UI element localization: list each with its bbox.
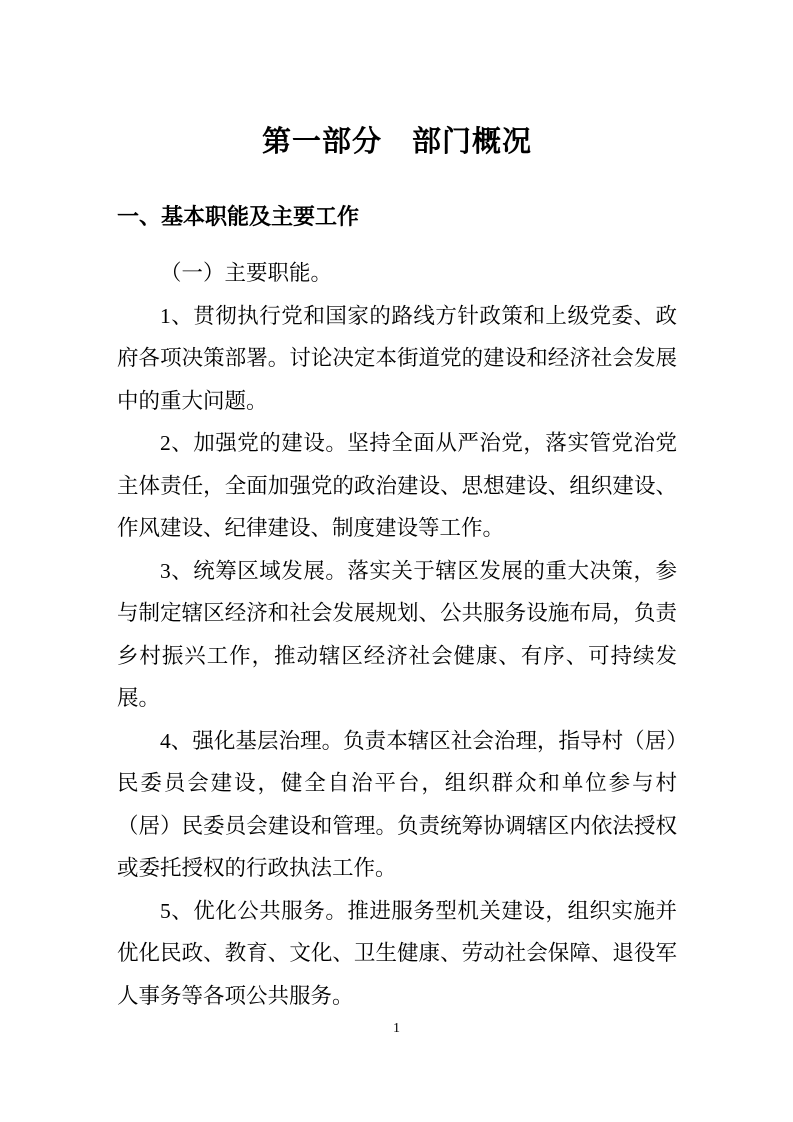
paragraph-3: 3、统筹区域发展。落实关于辖区发展的重大决策，参与制定辖区经济和社会发展规划、公共服务设施布局，负责乡村振兴工作，推动辖区经济社会健康、有序、可持续发展。 — [117, 558, 677, 710]
document-title: 第一部分 部门概况 — [261, 126, 532, 158]
subsection-heading: （一）主要职能。 — [160, 261, 333, 285]
paragraph-2: 2、加强党的建设。坚持全面从严治党，落实管党治党主体责任，全面加强党的政治建设、思想建设、组织建设、作风建设、纪律建设、制度建设等工作。 — [117, 431, 677, 540]
paragraph-5: 5、优化公共服务。推进服务型机关建设，组织实施并优化民政、教育、文化、卫生健康、劳动社会保障、退役军人事务等各项公共服务。 — [117, 898, 677, 1008]
document-body — [117, 252, 677, 1017]
section-heading: 一、基本职能及主要工作 — [117, 204, 360, 229]
page-number: 1 — [393, 1021, 400, 1036]
paragraph-4: 4、强化基层治理。负责本辖区社会治理，指导村（居）民委员会建设，健全自治平台，组织群众和单位参与村（居）民委员会建设和管理。负责统筹协调辖区内依法授权或委托授权的行政执法工作。 — [117, 728, 677, 880]
paragraph-1: 1、贯彻执行党和国家的路线方针政策和上级党委、政府各项决策部署。讨论决定本街道党的建设和经济社会发展中的重大问题。 — [117, 303, 677, 413]
